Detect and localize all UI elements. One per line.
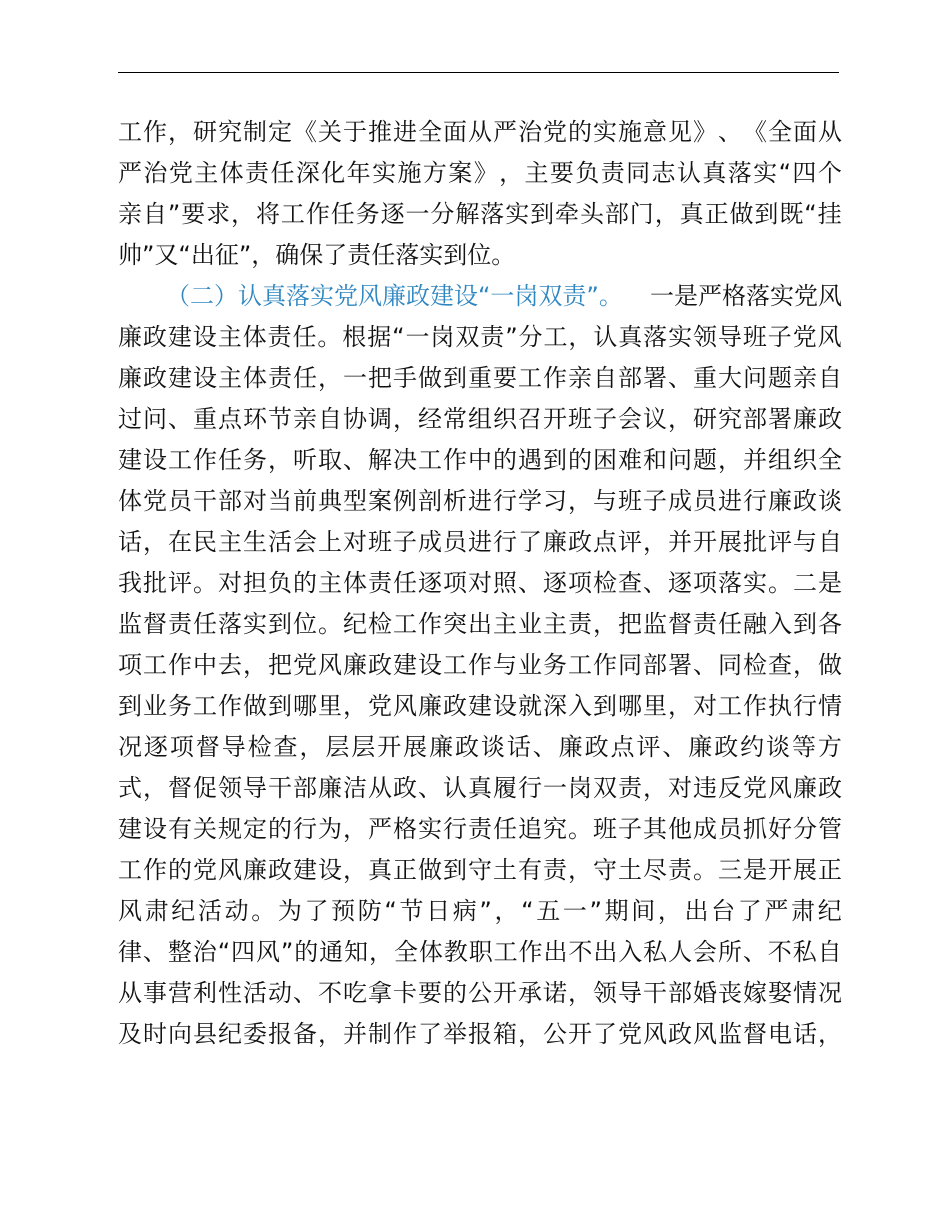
- text-line: 到 业 务 工 作 做 到 哪 里 ， 党 风 廉 政 建 设 就 深 入 到 哪 里 ， 对 工 作 执 行 情: [118, 692, 842, 720]
- text-line: 况 逐 项 督 导 检 查 ， 层 层 开 展 廉 政 谈 话 、 廉 政 点 评 、 廉 政 约 谈 等 方: [118, 733, 842, 761]
- text-line: 式 ， 督 促 领 导 干 部 廉 洁 从 政 、 认 真 履 行 一 岗 双 责 ， 对 违 反 党 风 廉 政: [118, 774, 842, 802]
- text-line: 亲 自 ” 要 求 ， 将 工 作 任 务 逐 一 分 解 落 实 到 牵 头 部 门 ， 真 正 做 到 既 “ 挂: [118, 200, 842, 228]
- text-line: 我 批 评 。 对 担 负 的 主 体 责 任 逐 项 对 照 、 逐 项 检 查 、 逐 项 落 实 。 二 是: [118, 569, 842, 597]
- document-body: [118, 112, 842, 1055]
- text-line: 项 工 作 中 去 ， 把 党 风 廉 政 建 设 工 作 与 业 务 工 作 同 部 署 、 同 检 查 ， 做: [118, 651, 842, 679]
- paragraph-1: [118, 112, 842, 276]
- text-line: 工 作 的 党 风 廉 政 建 设 ， 真 正 做 到 守 土 有 责 ， 守 土 尽 责 。 三 是 开 展 正: [118, 856, 842, 884]
- text-line: 体 党 员 干 部 对 当 前 典 型 案 例 剖 析 进 行 学 习 ， 与 班 子 成 员 进 行 廉 政 谈: [118, 487, 842, 515]
- text-line: 严 治 党 主 体 责 任 深 化 年 实 施 方 案 》 ， 主 要 负 责 同 志 认 真 落 实 “ 四 个: [118, 159, 842, 187]
- text-line: 建 设 工 作 任 务 ， 听 取 、 解 决 工 作 中 的 遇 到 的 困 难 和 问 题 ， 并 组 织 全: [118, 446, 842, 474]
- text-line: 工 作 ， 研 究 制 定 《 关 于 推 进 全 面 从 严 治 党 的 实 施 意 见 》 、 《 全 面 从: [118, 118, 842, 146]
- text-line: 及 时 向 县 纪 委 报 备 ， 并 制 作 了 举 报 箱 ， 公 开 了 党 风 政 风 监 督 电 话 ，: [118, 1020, 842, 1048]
- text-line: 话 ， 在 民 主 生 活 会 上 对 班 子 成 员 进 行 了 廉 政 点 评 ， 并 开 展 批 评 与 自: [118, 528, 842, 556]
- text-line: 过 问 、 重 点 环 节 亲 自 协 调 ， 经 常 组 织 召 开 班 子 会 议 ， 研 究 部 署 廉 政: [118, 405, 842, 433]
- text-line: 监 督 责 任 落 实 到 位 。 纪 检 工 作 突 出 主 业 主 责 ， 把 监 督 责 任 融 入 到 各: [118, 610, 842, 638]
- text-line: 律 、 整 治 “ 四 风 ” 的 通 知 ， 全 体 教 职 工 作 出 不 出 入 私 人 会 所 、 不 私 自: [118, 938, 842, 966]
- text-line: 帅”又“出征”，确保了责任落实到位。: [118, 241, 516, 269]
- section-heading-tail: 一是严格落实党风: [650, 282, 842, 310]
- section-heading: （二）认真落实党风廉政建设“一岗双责”。: [166, 282, 623, 310]
- text-line: 建 设 有 关 规 定 的 行 为 ， 严 格 实 行 责 任 追 究 。 班 子 其 他 成 员 抓 好 分 管: [118, 815, 842, 843]
- text-line: 廉 政 建 设 主 体 责 任 ， 一 把 手 做 到 重 要 工 作 亲 自 部 署 、 重 大 问 题 亲 自: [118, 364, 842, 392]
- paragraph-2: [118, 276, 842, 1055]
- text-line: 风 肃 纪 活 动 。 为 了 预 防 “ 节 日 病 ” ， “ 五 一 ” 期 间 ， 出 台 了 严 肃 纪: [118, 897, 842, 925]
- section-heading-line: [118, 276, 842, 317]
- header-rule: [118, 72, 839, 73]
- text-line: 从 事 营 利 性 活 动 、 不 吃 拿 卡 要 的 公 开 承 诺 ， 领 导 干 部 婚 丧 嫁 娶 情 况: [118, 979, 842, 1007]
- text-line: 廉 政 建 设 主 体 责 任 。 根 据 “ 一 岗 双 责 ” 分 工 ， 认 真 落 实 领 导 班 子 党 风: [118, 323, 842, 351]
